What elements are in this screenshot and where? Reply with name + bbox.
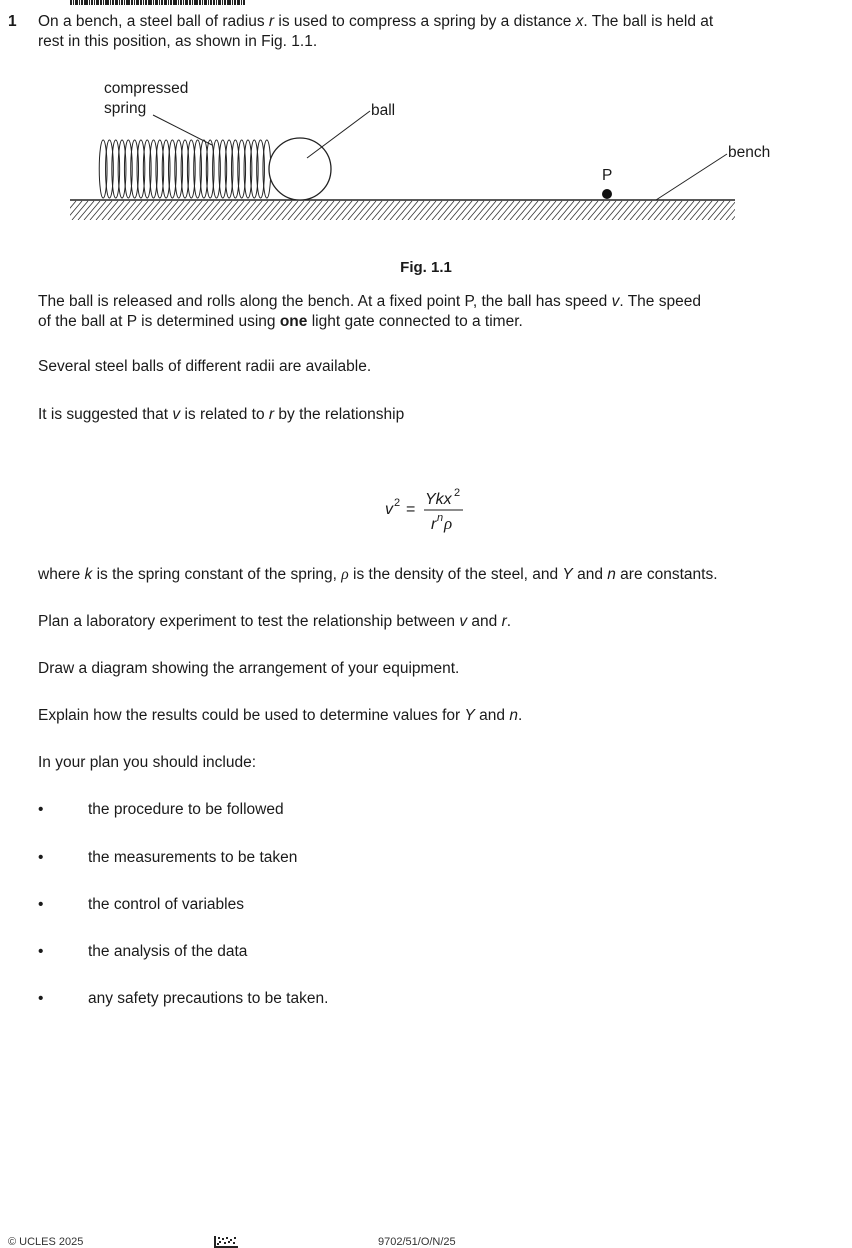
release-line-1: The ball is released and rolls along the bench. At a fixed point P, the ball has speed v. The speed [38,293,701,310]
footer-datamatrix-icon [214,1236,238,1248]
equation [0,484,852,544]
release-line-2: of the ball at P is determined using one light gate connected to a timer. [38,313,523,330]
figure-caption: Fig. 1.1 [400,259,452,276]
equation-equals: = [406,501,416,518]
label-compressed: compressed [104,80,189,97]
equation-denominator-r: r [431,516,437,533]
equation-numerator-exponent: 2 [454,487,461,499]
list-item: the procedure to be followed [88,801,284,818]
equation-lhs-exponent: 2 [394,497,401,509]
hatch-line [750,201,766,220]
label-ball: ball [371,102,396,119]
bullet-marker: • [38,849,44,866]
bullet-marker: • [38,990,44,1007]
bullet-marker: • [38,896,44,913]
ball-leader-line [307,111,370,158]
list-item: the measurements to be taken [88,849,298,866]
footer-copyright: © UCLES 2025 [8,1236,84,1248]
top-barcode [70,0,330,5]
paragraph-release [38,292,846,332]
list-item: any safety precautions to be taken. [88,990,329,1007]
paragraph-where: where k is the spring constant of the spring, ρ is the density of the steel, and Y and n are constants. [38,566,718,583]
point-p-marker [602,189,612,199]
bench-hatching [60,201,772,220]
paragraph-explain: Explain how the results could be used to determine values for Y and n. [38,707,523,724]
spring [99,140,271,198]
list-item: the control of variables [88,896,244,913]
label-bench: bench [728,144,771,161]
footer-paper-code: 9702/51/O/N/25 [378,1236,456,1248]
bench-leader-line [656,154,727,200]
paragraph-plan: Plan a laboratory experiment to test the relationship between v and r. [38,613,512,630]
equation-numerator: Ykx [425,491,452,508]
figure-1-1 [60,70,780,230]
paragraph-relationship-intro: It is suggested that v is related to r by the relationship [38,406,405,423]
equation-denominator-rho: ρ [444,514,453,533]
equation-denominator-exponent: n [437,512,444,524]
list-item: the analysis of the data [88,943,248,960]
question-number: 1 [8,13,17,30]
paragraph-draw-diagram: Draw a diagram showing the arrangement of your equipment. [38,660,460,677]
hatch-line [738,201,754,220]
paragraph-include: In your plan you should include: [38,754,257,771]
spring-leader-line [153,115,212,145]
intro-line-1: On a bench, a steel ball of radius r is used to compress a spring by a distance x. The ball is held at [38,13,714,30]
equation-lhs: v [385,501,393,518]
question-intro [38,12,846,52]
bullet-marker: • [38,943,44,960]
label-p: P [602,167,613,184]
bullet-marker: • [38,801,44,818]
hatch-line [744,201,760,220]
paragraph-balls-available: Several steel balls of different radii are available. [38,358,372,375]
hatch-line [756,201,772,220]
intro-line-2: rest in this position, as shown in Fig. 1.1. [38,33,318,50]
label-spring: spring [104,100,147,117]
